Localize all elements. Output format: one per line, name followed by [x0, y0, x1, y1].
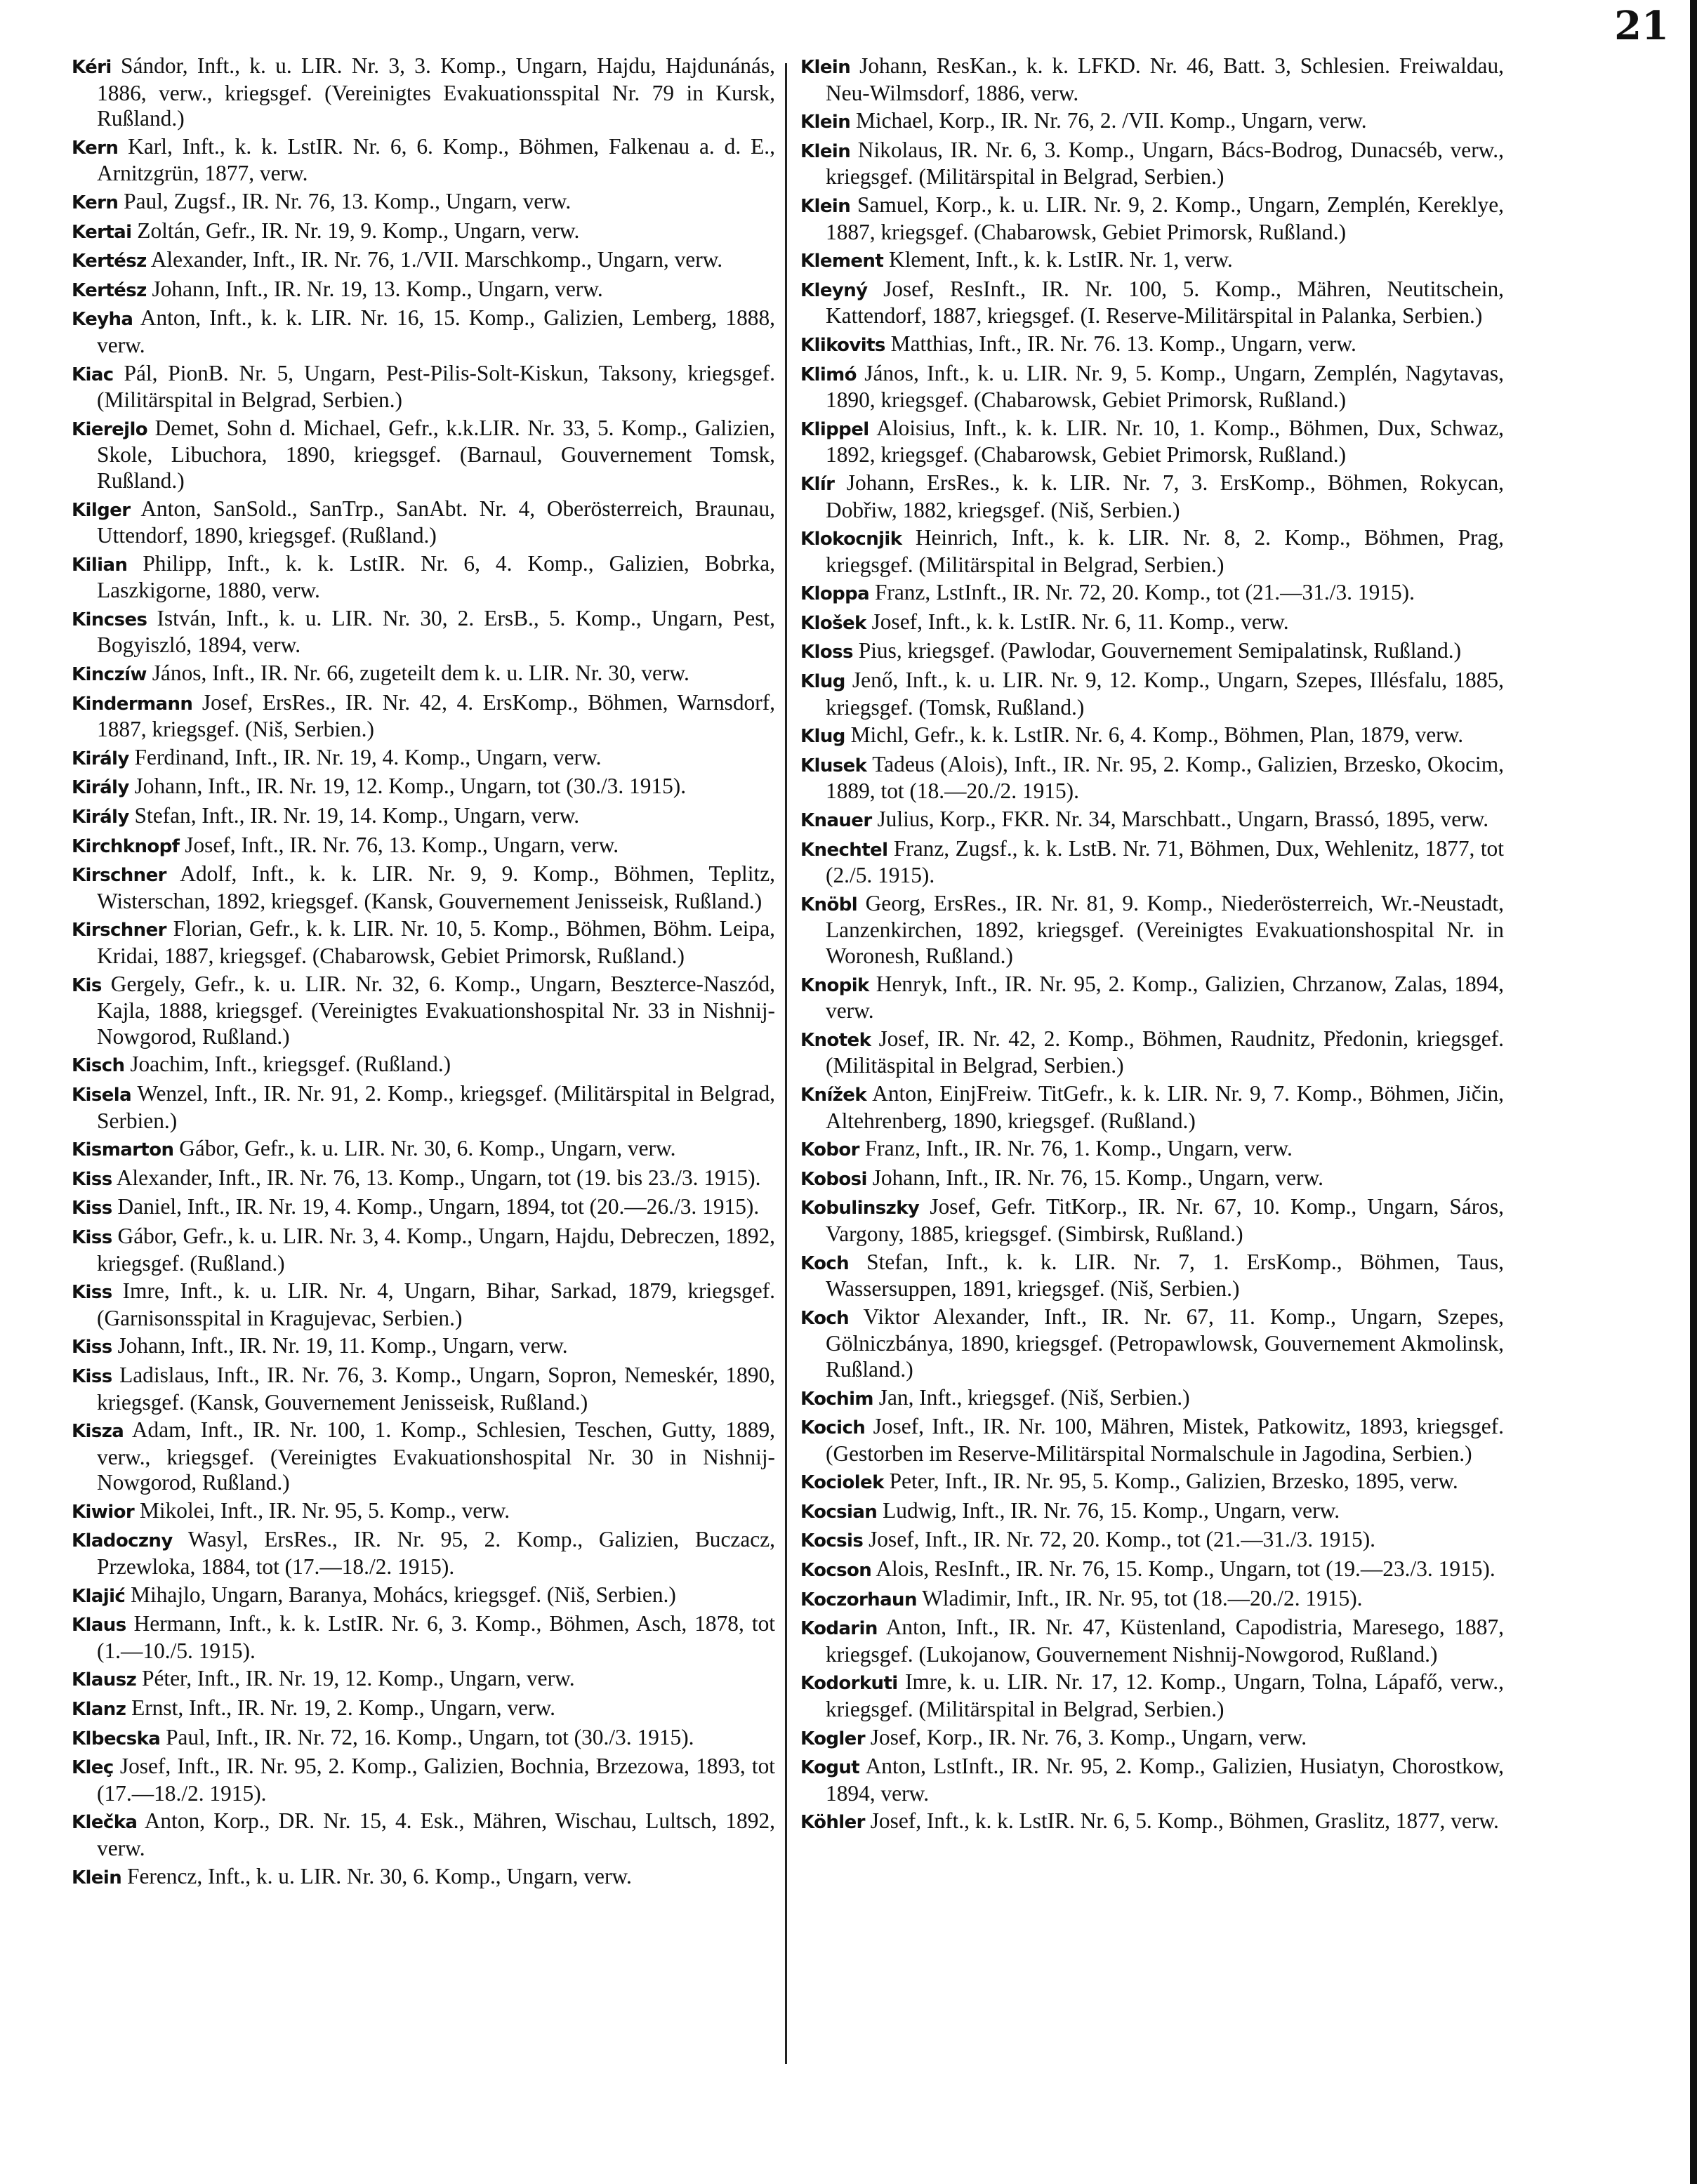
- register-entry: [800, 668, 1504, 720]
- entry-details: Josef, Inft., k. k. LstIR. Nr. 6, 11. Komp., verw.: [871, 609, 1289, 634]
- entry-details: Johann, Inft., IR. Nr. 76, 15. Komp., Ungarn, verw.: [872, 1165, 1323, 1190]
- entry-details: Peter, Inft., IR. Nr. 95, 5. Komp., Galizien, Brzesko, 1895, verw.: [889, 1469, 1458, 1494]
- register-entry: [800, 1385, 1504, 1412]
- register-entry: [72, 861, 775, 914]
- entry-details: Paul, Inft., IR. Nr. 72, 16. Komp., Ungarn, tot (30./3. 1915).: [166, 1724, 694, 1749]
- register-entry: [800, 1586, 1504, 1613]
- entry-details: Mihajlo, Ungarn, Baranya, Mohács, kriegsgef. (Niš, Serbien.): [131, 1582, 676, 1607]
- entry-surname: Klusek: [800, 755, 867, 776]
- entry-details: Anton, SanSold., SanTrp., SanAbt. Nr. 4, Oberösterreich, Braunau, Uttendorf, 1890, kriegsgef. (Rußland.): [97, 496, 776, 548]
- entry-details: Alexander, Inft., IR. Nr. 76, 1./VII. Marschkomp., Ungarn, verw.: [150, 247, 723, 272]
- register-entry: [72, 1363, 775, 1415]
- register-entry: [72, 1808, 775, 1861]
- entry-details: Philipp, Inft., k. k. LstIR. Nr. 6, 4. Komp., Galizien, Bobrka, Laszkigorne, 1880, verw.: [97, 550, 775, 603]
- register-entry: [72, 972, 775, 1050]
- entry-details: Josef, Inft., IR. Nr. 76, 13. Komp., Ungarn, verw.: [185, 832, 619, 857]
- entry-details: Tadeus (Alois), Inft., IR. Nr. 95, 2. Komp., Galizien, Brzesko, Okocim, 1889, tot (18.—20./2. 1915).: [826, 751, 1504, 804]
- entry-details: Josef, Inft., IR. Nr. 95, 2. Komp., Galizien, Bochnia, Brzezowa, 1893, tot (17.—18./2. 1915).: [97, 1754, 775, 1806]
- entry-details: Johann, Inft., IR. Nr. 19, 11. Komp., Ungarn, verw.: [117, 1333, 568, 1358]
- entry-surname: Király: [72, 777, 129, 799]
- entry-details: Michl, Gefr., k. k. LstIR. Nr. 6, 4. Komp., Böhmen, Plan, 1879, verw.: [850, 722, 1464, 748]
- register-entry: [800, 580, 1504, 607]
- register-entry: [800, 331, 1504, 359]
- entry-details: Anton, EinjFreiw. TitGefr., k. k. LIR. Nr. 9, 7. Komp., Böhmen, Jičin, Altehrenberg, 1890, kriegsgef. (Rußland.): [826, 1080, 1504, 1133]
- register-entry: [72, 833, 775, 860]
- entry-surname: Kisch: [72, 1055, 125, 1077]
- entry-surname: Klug: [800, 726, 845, 748]
- entry-details: Johann, Inft., IR. Nr. 19, 13. Komp., Ungarn, verw.: [152, 276, 603, 301]
- entry-surname: Kiss: [72, 1282, 112, 1304]
- register-entry: [800, 836, 1504, 889]
- register-entry: [800, 807, 1504, 834]
- entry-surname: Kierejlo: [72, 418, 148, 440]
- register-entry: [800, 247, 1504, 274]
- register-entry: [800, 53, 1504, 106]
- entry-details: Franz, LstInft., IR. Nr. 72, 20. Komp., tot (21.—31./3. 1915).: [874, 580, 1415, 605]
- entry-surname: Knotek: [800, 1029, 871, 1051]
- entry-surname: Kismarton: [72, 1139, 174, 1161]
- entry-details: Henryk, Inft., IR. Nr. 95, 2. Komp., Galizien, Chrzanow, Zalas, 1894, verw.: [826, 971, 1504, 1024]
- entry-surname: Knechtel: [800, 839, 888, 861]
- entry-surname: Klír: [800, 473, 835, 495]
- left-column: [72, 53, 775, 1893]
- entry-surname: Kochim: [800, 1388, 873, 1410]
- entry-surname: Klimó: [800, 364, 857, 385]
- entry-surname: Király: [72, 807, 129, 828]
- register-entry: [72, 1725, 775, 1752]
- entry-surname: Kis: [72, 974, 102, 996]
- register-entry: [800, 1527, 1504, 1554]
- entry-details: István, Inft., k. u. LIR. Nr. 30, 2. ErsB., 5. Komp., Ungarn, Pest, Bogyiszló, 1894, verw.: [97, 605, 775, 658]
- register-entry: [800, 891, 1504, 969]
- register-entry: [800, 609, 1504, 637]
- entry-details: Anton, Korp., DR. Nr. 15, 4. Esk., Mähren, Wischau, Lultsch, 1892, verw.: [97, 1808, 775, 1860]
- entry-details: Alois, ResInft., IR. Nr. 76, 15. Komp., Ungarn, tot (19.—23./3. 1915).: [876, 1556, 1495, 1582]
- entry-details: Ferencz, Inft., k. u. LIR. Nr. 30, 6. Komp., Ungarn, verw.: [126, 1863, 632, 1888]
- entry-surname: Kilian: [72, 554, 128, 576]
- entry-details: Georg, ErsRes., IR. Nr. 81, 9. Komp., Niederösterreich, Wr.-Neustadt, Lanzenkirchen, 1892, kriegsgef. (Vereinigtes Evakuationshospital Nr. in Woronesh, Rußland.): [826, 890, 1504, 968]
- register-entry: [800, 1498, 1504, 1526]
- register-entry: [72, 661, 775, 688]
- entry-details: Pál, PionB. Nr. 5, Ungarn, Pest-Pilis-Solt-Kiskun, Taksony, kriegsgef. (Militärspital in Belgrad, Serbien.): [97, 360, 775, 413]
- entry-details: Adolf, Inft., k. k. LIR. Nr. 9, 9. Komp., Böhmen, Teplitz, Wisterschan, 1892, kriegsgef. (Kansk, Gouvernement Jenisseisk, Rußland.): [97, 861, 776, 913]
- entry-details: Johann, ResKan., k. k. LFKD. Nr. 46, Batt. 3, Schlesien. Freiwaldau, Neu-Wilmsdorf, 1886, verw.: [826, 53, 1504, 105]
- page-number: 21: [1614, 3, 1669, 49]
- entry-details: Hermann, Inft., k. k. LstIR. Nr. 6, 3. Komp., Böhmen, Asch, 1878, tot (1.—10./5. 1915).: [97, 1611, 775, 1663]
- entry-surname: Klanz: [72, 1699, 126, 1721]
- entry-details: Josef, Inft., IR. Nr. 72, 20. Komp., tot (21.—31./3. 1915).: [869, 1527, 1376, 1552]
- entry-surname: Kleyný: [800, 279, 868, 301]
- entry-details: Viktor Alexander, Inft., IR. Nr. 67, 11. Komp., Ungarn, Szepes, Gölniczbánya, 1890, kriegsgef. (Petropawlowsk, Gouvernement Akmolinsk, Rußland.): [826, 1304, 1504, 1382]
- register-entry: [800, 1250, 1504, 1302]
- entry-surname: Kogler: [800, 1728, 865, 1749]
- entry-surname: Klein: [800, 57, 851, 78]
- register-entry: [72, 416, 775, 494]
- entry-details: Josef, ResInft., IR. Nr. 100, 5. Komp., Mähren, Neutitschein, Kattendorf, 1887, kriegsgef. (I. Reserve-Militärspital in Palanka, Serbien.): [826, 276, 1505, 329]
- entry-surname: Kladoczny: [72, 1530, 173, 1552]
- register-entry: [800, 1754, 1504, 1806]
- register-entry: [72, 496, 775, 549]
- entry-surname: Klošek: [800, 612, 866, 634]
- entry-surname: Klečka: [72, 1812, 138, 1834]
- entry-details: Jenő, Inft., k. u. LIR. Nr. 9, 12. Komp., Ungarn, Szepes, Illésfalu, 1885, kriegsgef. (Tomsk, Rußland.): [826, 668, 1504, 720]
- entry-details: Ludwig, Inft., IR. Nr. 76, 15. Komp., Ungarn, verw.: [883, 1497, 1340, 1523]
- entry-surname: Klbecska: [72, 1728, 161, 1749]
- entry-surname: Király: [72, 748, 129, 769]
- register-entry: [800, 972, 1504, 1024]
- register-entry: [800, 1165, 1504, 1193]
- register-entry: [72, 53, 775, 132]
- register-entry: [72, 247, 775, 274]
- register-entry: [72, 1194, 775, 1222]
- register-entry: [800, 1808, 1504, 1836]
- entry-surname: Kertész: [72, 251, 147, 272]
- entry-surname: Kodarin: [800, 1618, 878, 1640]
- register-entry: [800, 277, 1504, 329]
- entry-surname: Klein: [800, 140, 851, 162]
- entry-details: Josef, Gefr. TitKorp., IR. Nr. 67, 10. Komp., Ungarn, Sáros, Vargony, 1885, kriegsgef. (Simbirsk, Rußland.): [826, 1194, 1504, 1246]
- entry-details: Anton, Inft., IR. Nr. 47, Küstenland, Capodistria, Maresego, 1887, kriegsgef. (Lukojanow, Gouvernement Nishnij-Nowgorod, Rußland.): [826, 1615, 1504, 1667]
- register-entry: [72, 1081, 775, 1134]
- register-entry: [72, 1666, 775, 1693]
- entry-surname: Kocsis: [800, 1530, 864, 1552]
- entry-surname: Kindermann: [72, 693, 193, 715]
- entry-surname: Knöbl: [800, 894, 858, 915]
- entry-details: Anton, Inft., k. k. LIR. Nr. 16, 15. Komp., Galizien, Lemberg, 1888, verw.: [97, 305, 776, 357]
- entry-surname: Kiss: [72, 1337, 112, 1358]
- entry-surname: Kern: [72, 192, 119, 213]
- register-entry: [72, 551, 775, 604]
- entry-details: Josef, IR. Nr. 42, 2. Komp., Böhmen, Raudnitz, Předonin, kriegsgef. (Militäspital in Belgrad, Serbien.): [826, 1026, 1505, 1078]
- entry-surname: Köhler: [800, 1812, 865, 1834]
- entry-surname: Kirschner: [72, 920, 166, 941]
- entry-surname: Kocson: [800, 1560, 872, 1582]
- entry-surname: Kobulinszky: [800, 1198, 920, 1219]
- entry-details: Heinrich, Inft., k. k. LIR. Nr. 8, 2. Komp., Böhmen, Prag, kriegsgef. (Militärspital in Belgrad, Serbien.): [826, 525, 1504, 577]
- entry-surname: Kociolek: [800, 1472, 884, 1494]
- entry-surname: Klajić: [72, 1585, 126, 1607]
- register-entry: [800, 470, 1504, 523]
- entry-details: Gábor, Gefr., k. u. LIR. Nr. 3, 4. Komp., Ungarn, Hajdu, Debreczen, 1892, kriegsgef. (Rußland.): [97, 1223, 775, 1276]
- register-entry: [800, 138, 1504, 190]
- entry-details: Stefan, Inft., IR. Nr. 19, 14. Komp., Ungarn, verw.: [134, 803, 580, 828]
- entry-surname: Kiss: [72, 1198, 112, 1219]
- entry-details: Anton, LstInft., IR. Nr. 95, 2. Komp., Galizien, Husiatyn, Chorostkow, 1894, verw.: [826, 1754, 1504, 1806]
- entry-surname: Kirschner: [72, 865, 166, 887]
- entry-surname: Kogut: [800, 1757, 860, 1779]
- entry-surname: Kisela: [72, 1084, 132, 1106]
- register-entry: [72, 1582, 775, 1610]
- entry-surname: Kincses: [72, 609, 147, 630]
- entry-details: Johann, Inft., IR. Nr. 19, 12. Komp., Ungarn, tot (30./3. 1915).: [134, 774, 687, 799]
- entry-details: Sándor, Inft., k. u. LIR. Nr. 3, 3. Komp., Ungarn, Hajdu, Hajdunánás, 1886, verw., kriegsgef. (Vereinigtes Evakuationsspital Nr. 79 in Kursk, Rußland.): [97, 53, 775, 131]
- entry-details: Karl, Inft., k. k. LstIR. Nr. 6, 6. Komp., Böhmen, Falkenau a. d. E., Arnitzgrün, 1877, verw.: [97, 133, 775, 186]
- entry-details: Samuel, Korp., k. u. LIR. Nr. 9, 2. Komp., Ungarn, Zemplén, Kereklye, 1887, kriegsgef. (Chabarowsk, Gebiet Primorsk, Rußland.): [826, 192, 1504, 244]
- entry-details: Paul, Zugsf., IR. Nr. 76, 13. Komp., Ungarn, verw.: [124, 188, 572, 213]
- entry-surname: Kloppa: [800, 583, 870, 605]
- register-entry: [72, 1052, 775, 1079]
- entry-surname: Kodorkuti: [800, 1673, 898, 1695]
- entry-surname: Koch: [800, 1307, 850, 1329]
- register-entry: [72, 606, 775, 658]
- entry-surname: Kertai: [72, 221, 132, 243]
- register-entry: [72, 1527, 775, 1580]
- entry-details: Stefan, Inft., k. k. LIR. Nr. 7, 1. ErsKomp., Böhmen, Taus, Wassersuppen, 1891, kriegsgef. (Niš, Serbien.): [826, 1249, 1504, 1302]
- register-entry: [72, 134, 775, 187]
- register-entry: [72, 189, 775, 216]
- entry-details: Mikolei, Inft., IR. Nr. 95, 5. Komp., verw.: [139, 1497, 510, 1523]
- entry-surname: Kirchknopf: [72, 835, 180, 857]
- register-entry: [800, 1136, 1504, 1163]
- register-entry: [800, 1414, 1504, 1467]
- entry-details: Daniel, Inft., IR. Nr. 19, 4. Komp., Ungarn, 1894, tot (20.—26./3. 1915).: [117, 1194, 760, 1219]
- entry-details: Jan, Inft., kriegsgef. (Niš, Serbien.): [878, 1384, 1190, 1410]
- register-entry: [800, 416, 1504, 468]
- entry-surname: Knížek: [800, 1084, 867, 1106]
- entry-details: Imre, Inft., k. u. LIR. Nr. 4, Ungarn, Bihar, Sarkad, 1879, kriegsgef. (Garnisonsspital in Kragujevac, Serbien.): [97, 1278, 775, 1330]
- register-entry: [800, 752, 1504, 805]
- entry-details: Johann, ErsRes., k. k. LIR. Nr. 7, 3. ErsKomp., Böhmen, Rokycan, Dobřiw, 1882, kriegsgef. (Niš, Serbien.): [826, 470, 1504, 522]
- entry-surname: Koczorhaun: [800, 1589, 917, 1610]
- entry-details: Franz, Zugsf., k. k. LstB. Nr. 71, Böhmen, Dux, Wehlenitz, 1877, tot (2./5. 1915).: [826, 835, 1504, 888]
- register-entry: [72, 218, 775, 246]
- entry-details: János, Inft., IR. Nr. 66, zugeteilt dem k. u. LIR. Nr. 30, verw.: [152, 661, 689, 686]
- entry-surname: Koch: [800, 1252, 850, 1274]
- register-entry: [72, 305, 775, 358]
- entry-surname: Kiss: [72, 1365, 112, 1387]
- register-entry: [800, 722, 1504, 750]
- entry-details: Adam, Inft., IR. Nr. 100, 1. Komp., Schlesien, Teschen, Gutty, 1889, verw., kriegsgef. (Vereinigtes Evakuationshospital Nr. 30 in Nishnij-Nowgorod, Rußland.): [97, 1417, 775, 1495]
- register-entry: [72, 1136, 775, 1163]
- entry-surname: Klein: [72, 1867, 122, 1888]
- entry-details: Pius, kriegsgef. (Pawlodar, Gouvernement Semipalatinsk, Rußland.): [858, 638, 1462, 663]
- entry-details: Péter, Inft., IR. Nr. 19, 12. Komp., Ungarn, verw.: [141, 1666, 575, 1691]
- register-entry: [800, 192, 1504, 245]
- entry-details: Alexander, Inft., IR. Nr. 76, 13. Komp., Ungarn, tot (19. bis 23./3. 1915).: [116, 1165, 761, 1190]
- register-entry: [72, 1224, 775, 1276]
- register-entry: [800, 1304, 1504, 1383]
- register-entry: [800, 1556, 1504, 1584]
- scan-edge: [1690, 0, 1697, 2184]
- register-entry: [72, 803, 775, 830]
- entry-details: Nikolaus, IR. Nr. 6, 3. Komp., Ungarn, Bács-Bodrog, Dunacséb, verw., kriegsgef. (Militärspital in Belgrad, Serbien.): [826, 137, 1505, 190]
- register-entry: [72, 1333, 775, 1361]
- register-entry: [72, 745, 775, 772]
- entry-surname: Kobor: [800, 1139, 859, 1161]
- entry-details: Imre, k. u. LIR. Nr. 17, 12. Komp., Ungarn, Tolna, Lápafő, verw., kriegsgef. (Militärspital in Belgrad, Serbien.): [826, 1669, 1504, 1722]
- entry-surname: Klausz: [72, 1669, 137, 1691]
- entry-details: Gábor, Gefr., k. u. LIR. Nr. 30, 6. Komp., Ungarn, verw.: [179, 1136, 676, 1161]
- entry-surname: Kloss: [800, 642, 853, 663]
- entry-surname: Kiwior: [72, 1501, 135, 1523]
- register-entry: [72, 1417, 775, 1496]
- register-entry: [800, 1194, 1504, 1247]
- entry-surname: Kiss: [72, 1226, 112, 1248]
- entry-surname: Kiac: [72, 364, 114, 385]
- register-entry: [72, 690, 775, 743]
- register-entry: [72, 1165, 775, 1193]
- entry-details: Wasyl, ErsRes., IR. Nr. 95, 2. Komp., Galizien, Buczacz, Przewloka, 1884, tot (17.—18./2. 1915).: [97, 1527, 776, 1580]
- register-entry: [72, 1498, 775, 1526]
- register-entry: [800, 1615, 1504, 1667]
- entry-surname: Klikovits: [800, 334, 885, 356]
- entry-surname: Kocich: [800, 1417, 866, 1439]
- entry-details: Josef, Inft., k. k. LstIR. Nr. 6, 5. Komp., Böhmen, Graslitz, 1877, verw.: [870, 1808, 1499, 1834]
- register-entry: [72, 1754, 775, 1806]
- entry-details: Zoltán, Gefr., IR. Nr. 19, 9. Komp., Ungarn, verw.: [137, 218, 580, 243]
- entry-surname: Klein: [800, 112, 851, 133]
- register-entry: [72, 1695, 775, 1723]
- entry-details: Joachim, Inft., kriegsgef. (Rußland.): [130, 1052, 451, 1077]
- column-divider: [785, 63, 787, 2064]
- register-entry: [800, 525, 1504, 578]
- entry-details: Franz, Inft., IR. Nr. 76, 1. Komp., Ungarn, verw.: [864, 1136, 1293, 1161]
- entry-surname: Kern: [72, 137, 119, 159]
- entry-details: Josef, Korp., IR. Nr. 76, 3. Komp., Ungarn, verw.: [870, 1724, 1307, 1749]
- entry-details: Wladimir, Inft., IR. Nr. 95, tot (18.—20./2. 1915).: [922, 1585, 1363, 1610]
- entry-surname: Kilger: [72, 499, 131, 521]
- entry-surname: Kiss: [72, 1168, 112, 1190]
- entry-details: Michael, Korp., IR. Nr. 76, 2. /VII. Komp., Ungarn, verw.: [855, 108, 1367, 133]
- register-entry: [72, 361, 775, 413]
- entry-details: Matthias, Inft., IR. Nr. 76. 13. Komp., Ungarn, verw.: [890, 331, 1356, 356]
- entry-surname: Kobosi: [800, 1168, 867, 1190]
- entry-surname: Kéri: [72, 57, 112, 78]
- register-entry: [800, 361, 1504, 413]
- entry-surname: Klaus: [72, 1615, 126, 1636]
- entry-details: Josef, ErsRes., IR. Nr. 42, 4. ErsKomp., Böhmen, Warnsdorf, 1887, kriegsgef. (Niš, Serbien.): [97, 689, 776, 742]
- register-entry: [800, 1725, 1504, 1752]
- register-entry: [800, 108, 1504, 135]
- register-entry: [800, 1469, 1504, 1496]
- entry-surname: Klein: [800, 195, 851, 217]
- entry-details: János, Inft., k. u. LIR. Nr. 9, 5. Komp., Ungarn, Zemplén, Nagytavas, 1890, kriegsgef. (Chabarowsk, Gebiet Primorsk, Rußland.): [826, 360, 1504, 413]
- entry-surname: Knauer: [800, 810, 872, 832]
- entry-surname: Klug: [800, 671, 845, 693]
- entry-surname: Kisza: [72, 1421, 124, 1443]
- register-entry: [72, 277, 775, 304]
- register-entry: [800, 638, 1504, 666]
- entry-details: Wenzel, Inft., IR. Nr. 91, 2. Komp., kriegsgef. (Militärspital in Belgrad, Serbien.): [97, 1080, 775, 1133]
- entry-surname: Klokocnjik: [800, 529, 902, 550]
- register-entry: [72, 1864, 775, 1891]
- entry-details: Aloisius, Inft., k. k. LIR. Nr. 10, 1. Komp., Böhmen, Dux, Schwaz, 1892, kriegsgef. (Chabarowsk, Gebiet Primorsk, Rußland.): [826, 415, 1504, 468]
- register-entry: [800, 1026, 1504, 1079]
- entry-details: Julius, Korp., FKR. Nr. 34, Marschbatt., Ungarn, Brassó, 1895, verw.: [877, 807, 1489, 832]
- entry-surname: Keyha: [72, 309, 133, 331]
- entry-surname: Kocsian: [800, 1501, 878, 1523]
- register-entry: [72, 774, 775, 801]
- entry-surname: Knopik: [800, 974, 869, 996]
- register-entry: [72, 916, 775, 969]
- entry-surname: Kinczíw: [72, 664, 147, 686]
- entry-details: Ladislaus, Inft., IR. Nr. 76, 3. Komp., Ungarn, Sopron, Nemeskér, 1890, kriegsgef. (Kansk, Gouvernement Jenisseisk, Rußland.): [97, 1362, 775, 1415]
- register-entry: [800, 1081, 1504, 1134]
- register-entry: [800, 1669, 1504, 1722]
- entry-details: Ferdinand, Inft., IR. Nr. 19, 4. Komp., Ungarn, verw.: [134, 744, 602, 769]
- entry-details: Demet, Sohn d. Michael, Gefr., k.k.LIR. Nr. 33, 5. Komp., Galizien, Skole, Libuchora, 1890, kriegsgef. (Barnaul, Gouvernement Tomsk, Rußland.): [97, 415, 775, 493]
- register-entry: [72, 1278, 775, 1331]
- entry-surname: Kertész: [72, 279, 147, 301]
- entry-surname: Klippel: [800, 418, 869, 440]
- entry-details: Klement, Inft., k. k. LstIR. Nr. 1, verw.: [889, 247, 1233, 272]
- entry-surname: Kleç: [72, 1757, 114, 1779]
- entry-details: Ernst, Inft., IR. Nr. 19, 2. Komp., Ungarn, verw.: [131, 1695, 555, 1721]
- register-entry: [72, 1611, 775, 1664]
- entry-details: Florian, Gefr., k. k. LIR. Nr. 10, 5. Komp., Böhmen, Böhm. Leipa, Kridai, 1887, kriegsgef. (Chabarowsk, Gebiet Primorsk, Rußland.): [97, 916, 775, 968]
- right-column: [800, 53, 1504, 1838]
- entry-details: Josef, Inft., IR. Nr. 100, Mähren, Mistek, Patkowitz, 1893, kriegsgef. (Gestorben im Reserve-Militärspital Normalschule in Jagodina, Serbien.): [826, 1414, 1504, 1466]
- entry-details: Gergely, Gefr., k. u. LIR. Nr. 32, 6. Komp., Ungarn, Beszterce-Naszód, Kajla, 1888, kriegsgef. (Vereinigtes Evakuationshospital Nr. 33 in Nishnij-Nowgorod, Rußland.): [97, 971, 775, 1049]
- entry-surname: Klement: [800, 251, 884, 272]
